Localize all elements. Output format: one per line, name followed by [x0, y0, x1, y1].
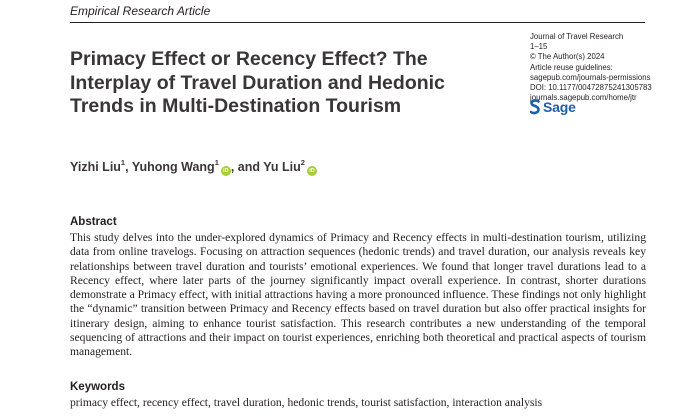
article-title: Primacy Effect or Recency Effect? The Interplay of Travel Duration and Hedonic Trends in Multi-Destination Tourism [70, 48, 445, 117]
sage-logo-text: Sage [543, 99, 576, 115]
keywords-text: primacy effect, recency effect, travel duration, hedonic trends, tourist satisfaction, interaction analysis [70, 396, 543, 409]
reuse-guidelines-label: Article reuse guidelines: [530, 62, 613, 72]
copyright-notice: © The Author(s) 2024 [530, 52, 605, 62]
author-name: Yuhong Wang [131, 160, 215, 175]
author-separator: , [125, 160, 132, 175]
author-name: Yizhi Liu [70, 160, 121, 175]
sage-logo [530, 99, 576, 115]
author-affiliation-mark: 1 [214, 158, 219, 167]
journal-home-link[interactable]: journals.sagepub.com/home/jtr [530, 93, 637, 103]
orcid-icon[interactable]: iD [221, 166, 231, 176]
author-separator: , and [230, 160, 264, 175]
author-list [70, 159, 317, 176]
header-divider [70, 22, 645, 23]
author-affiliation-mark: 1 [120, 158, 126, 167]
article-type-label: Empirical Research Article [70, 4, 211, 18]
orcid-icon[interactable]: iD [307, 166, 317, 176]
journal-info-block [530, 32, 695, 103]
author-name: Yu Liu [263, 160, 301, 175]
abstract-heading: Abstract [70, 216, 117, 228]
permissions-link[interactable]: sagepub.com/journals-permissions [530, 72, 651, 82]
doi-link[interactable]: DOI: 10.1177/00472875241305783 [530, 83, 652, 93]
sage-s-icon [530, 99, 540, 115]
author-affiliation-mark: 2 [300, 158, 305, 167]
keywords-heading: Keywords [70, 381, 125, 393]
page-range: 1–15 [530, 42, 548, 52]
abstract-text: This study delves into the under-explored dynamics of Primacy and Recency effects in multi-destination tourism, utilizing data from online travelogs. Focusing on attraction sequences (hedonic trends) and travel duration, our analysis reveals key relationships between travel duration and tourists’ emotional experiences. We found that longer travel durations lead to a Recency effect, where later parts of the journey significantly impact overall experience. In contrast, shorter durations demonstrate a Primacy effect, with initial attractions having a more pronounced influence. These findings not only highlight the “dynamic” transition between Primacy and Recency effects based on travel duration but also offer practical insights for itinerary design, aiming to enhance tourist satisfaction. This research contributes a new understanding of the temporal sequencing of attractions and their impact on tourist experiences, enriching both theoretical and practical aspects of tourism management. [70, 231, 646, 359]
journal-name: Journal of Travel Research [530, 32, 624, 41]
